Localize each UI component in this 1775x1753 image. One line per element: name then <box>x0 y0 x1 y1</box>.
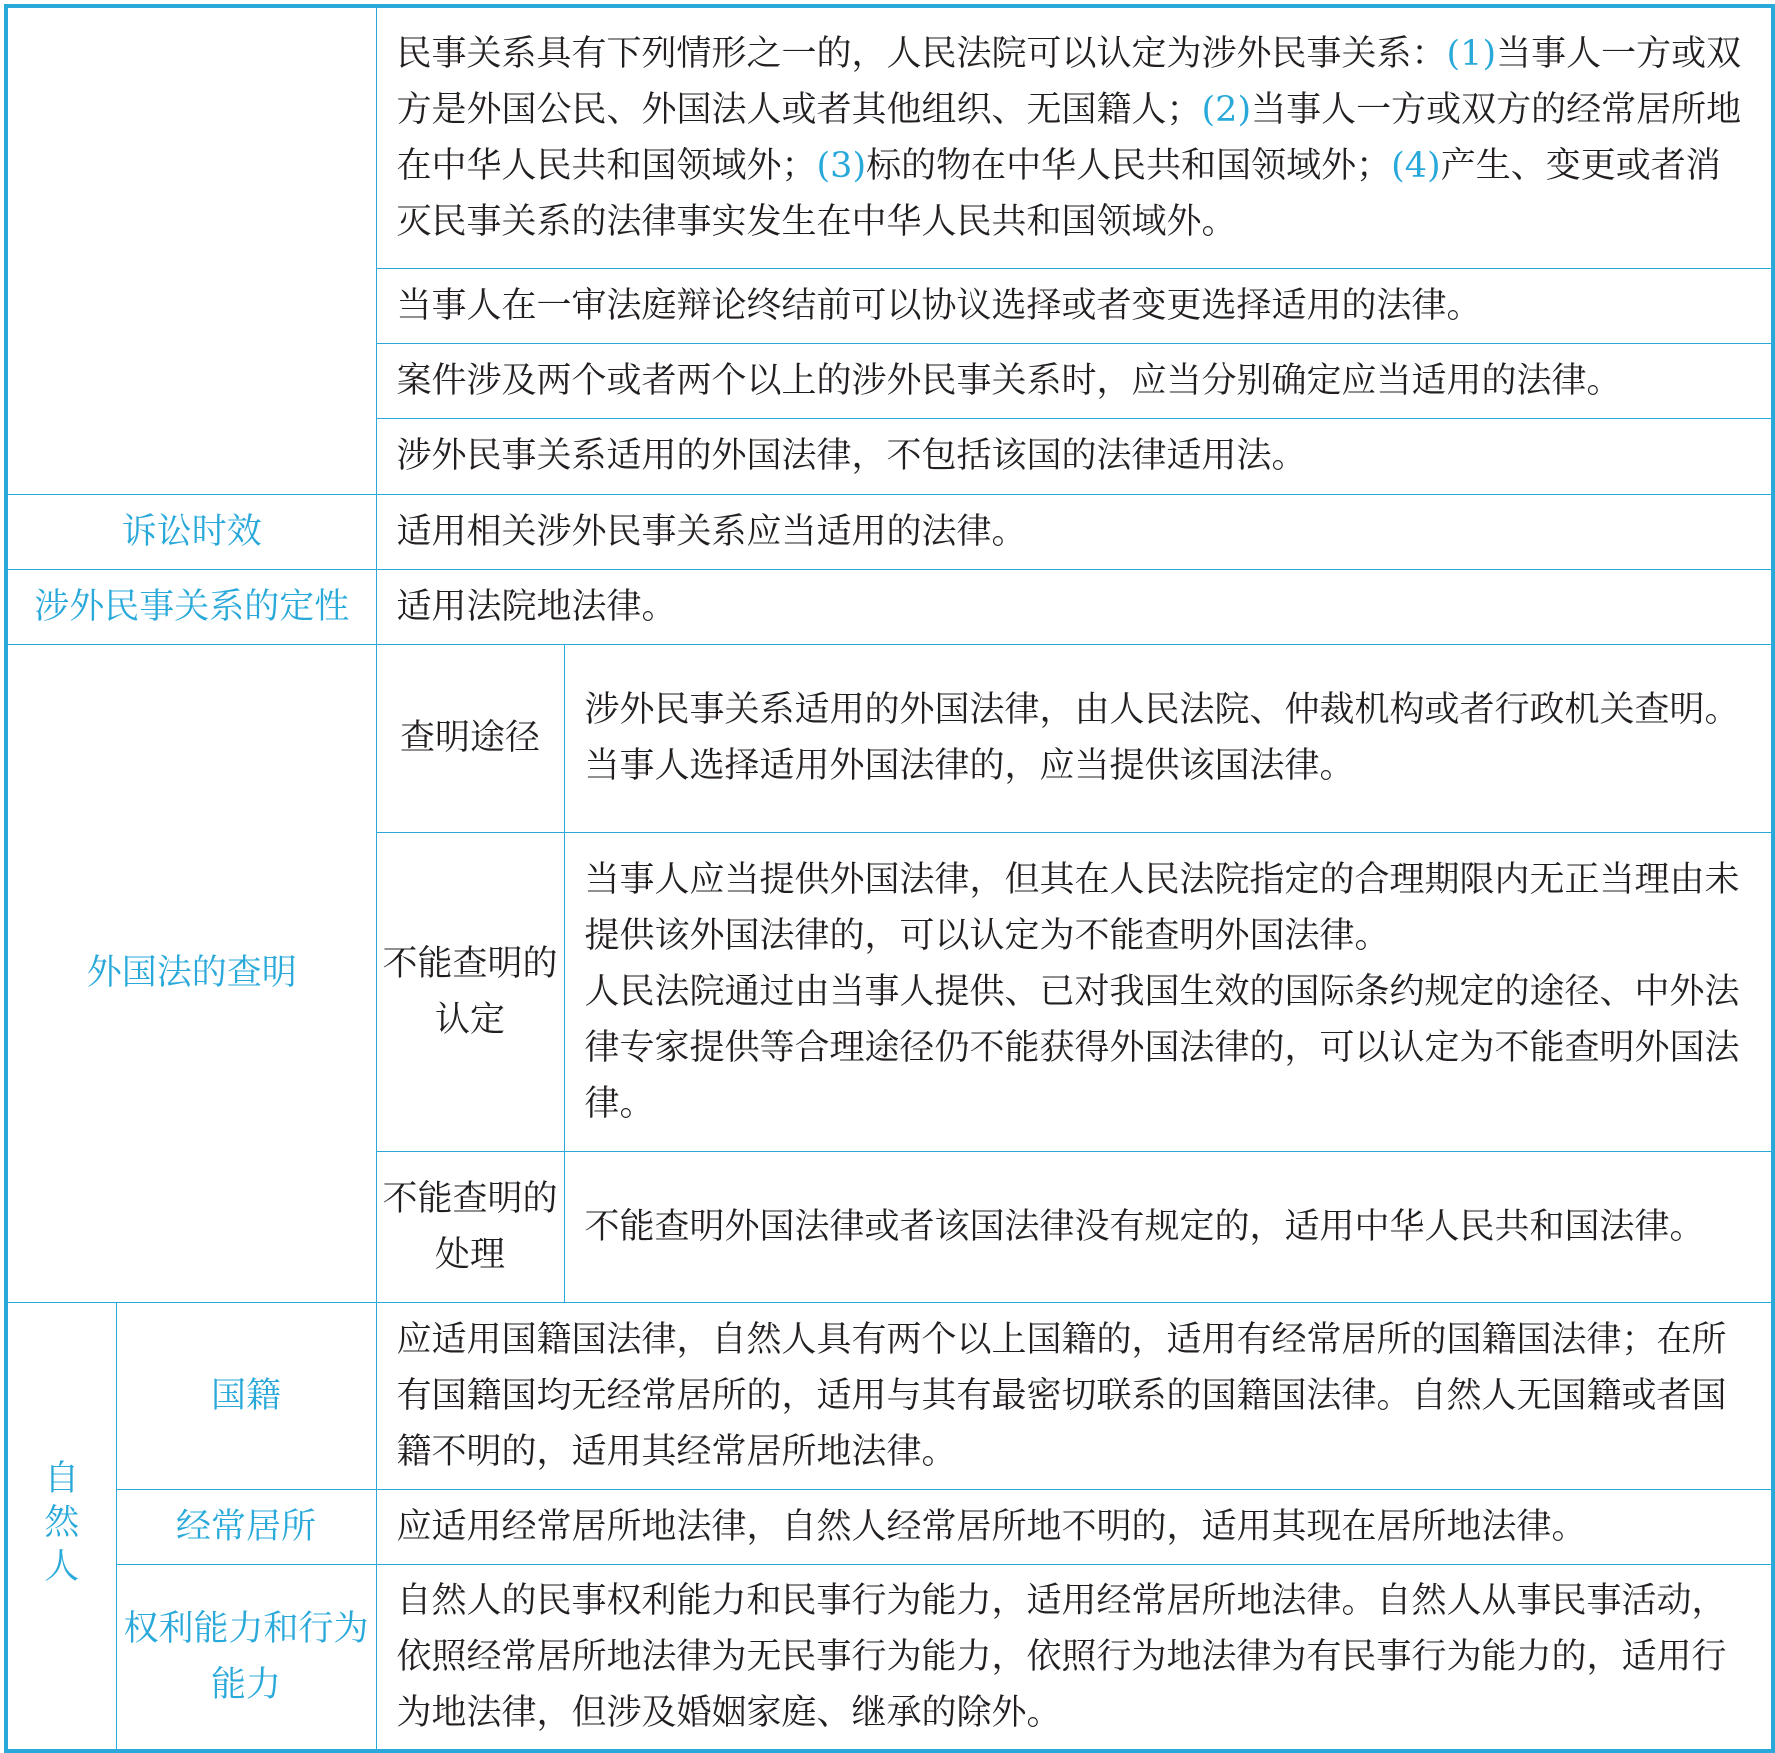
item-number-4: (4) <box>1391 145 1441 186</box>
capacity-label: 权利能力和行为能力 <box>116 1564 376 1751</box>
foreign-law-label: 外国法的查明 <box>6 644 376 1302</box>
natural-person-label: 自然人 <box>44 1458 80 1587</box>
definition-item-2: 当事人一方或双方的经常居所地在中华人民共和国领域外； <box>396 89 1742 186</box>
habitual-residence-label: 经常居所 <box>116 1489 376 1564</box>
foreign-law-handling-label: 不能查明的处理 <box>376 1151 564 1302</box>
habitual-residence-text: 应适用经常居所地法律，自然人经常居所地不明的，适用其现在居所地法律。 <box>376 1489 1773 1564</box>
general-label-cell <box>6 6 376 494</box>
table-row-general-1 <box>6 6 1773 268</box>
table-row-foreign-law-ways <box>6 644 1773 832</box>
definition-item-4: 产生、变更或者消灭民事关系的法律事实发生在中华人民共和国领域外。 <box>396 145 1721 242</box>
item-number-2: (2) <box>1201 89 1252 130</box>
nationality-text: 应适用国籍国法律，自然人具有两个以上国籍的，适用有经常居所的国籍国法律；在所有国籍国均无经常居所的，适用与其有最密切联系的国籍国法律。自然人无国籍或者国籍不明的，适用其经常居所地法律。 <box>376 1302 1773 1489</box>
table-row-limitation <box>6 494 1773 569</box>
foreign-law-determination-p1: 当事人应当提供外国法律，但其在人民法院指定的合理期限内无正当理由未提供该外国法律的，可以认定为不能查明外国法律。 <box>584 859 1740 956</box>
foreign-law-determination-label: 不能查明的认定 <box>376 832 564 1151</box>
foreign-law-determination-text <box>564 832 1773 1151</box>
item-number-3: (3) <box>816 145 867 186</box>
general-renvoi-exclusion: 涉外民事关系适用的外国法律，不包括该国的法律适用法。 <box>376 418 1773 494</box>
characterization-label: 涉外民事关系的定性 <box>6 569 376 644</box>
definition-intro: 民事关系具有下列情形之一的，人民法院可以认定为涉外民事关系： <box>396 33 1447 74</box>
general-foreign-relation-definition <box>376 6 1773 268</box>
table-row-characterization <box>6 569 1773 644</box>
general-choice-of-law: 当事人在一审法庭辩论终结前可以协议选择或者变更选择适用的法律。 <box>376 268 1773 343</box>
item-number-1: (1) <box>1446 33 1497 74</box>
limitation-label: 诉讼时效 <box>6 494 376 569</box>
natural-person-cell <box>6 1302 116 1751</box>
definition-item-3: 标的物在中华人民共和国领域外； <box>866 145 1392 186</box>
foreign-law-ways-text <box>564 644 1773 832</box>
table-row-habitual-residence <box>6 1489 1773 1564</box>
capacity-text: 自然人的民事权利能力和民事行为能力，适用经常居所地法律。自然人从事民事活动，依照经常居所地法律为无民事行为能力，依照行为地法律为有民事行为能力的，适用行为地法律，但涉及婚姻家庭、继承的除外。 <box>376 1564 1773 1751</box>
general-multiple-relations: 案件涉及两个或者两个以上的涉外民事关系时，应当分别确定应当适用的法律。 <box>376 343 1773 418</box>
table-row-capacity <box>6 1564 1773 1751</box>
nationality-label: 国籍 <box>116 1302 376 1489</box>
foreign-law-determination-p2: 人民法院通过由当事人提供、已对我国生效的国际条约规定的途径、中外法律专家提供等合理途径仍不能获得外国法律的，可以认定为不能查明外国法律。 <box>584 971 1740 1124</box>
characterization-text: 适用法院地法律。 <box>376 569 1773 644</box>
foreign-law-handling-text: 不能查明外国法律或者该国法律没有规定的，适用中华人民共和国法律。 <box>564 1151 1773 1302</box>
foreign-law-ways-p1: 涉外民事关系适用的外国法律，由人民法院、仲裁机构或者行政机关查明。 <box>584 690 1740 730</box>
foreign-law-ways-p2: 当事人选择适用外国法律的，应当提供该国法律。 <box>584 746 1355 786</box>
foreign-law-ways-label: 查明途径 <box>376 644 564 832</box>
limitation-text: 适用相关涉外民事关系应当适用的法律。 <box>376 494 1773 569</box>
table-row-nationality <box>6 1302 1773 1489</box>
definition-item-1: 当事人一方或双方是外国公民、外国法人或者其他组织、无国籍人； <box>396 33 1742 130</box>
law-summary-table <box>4 4 1775 1753</box>
